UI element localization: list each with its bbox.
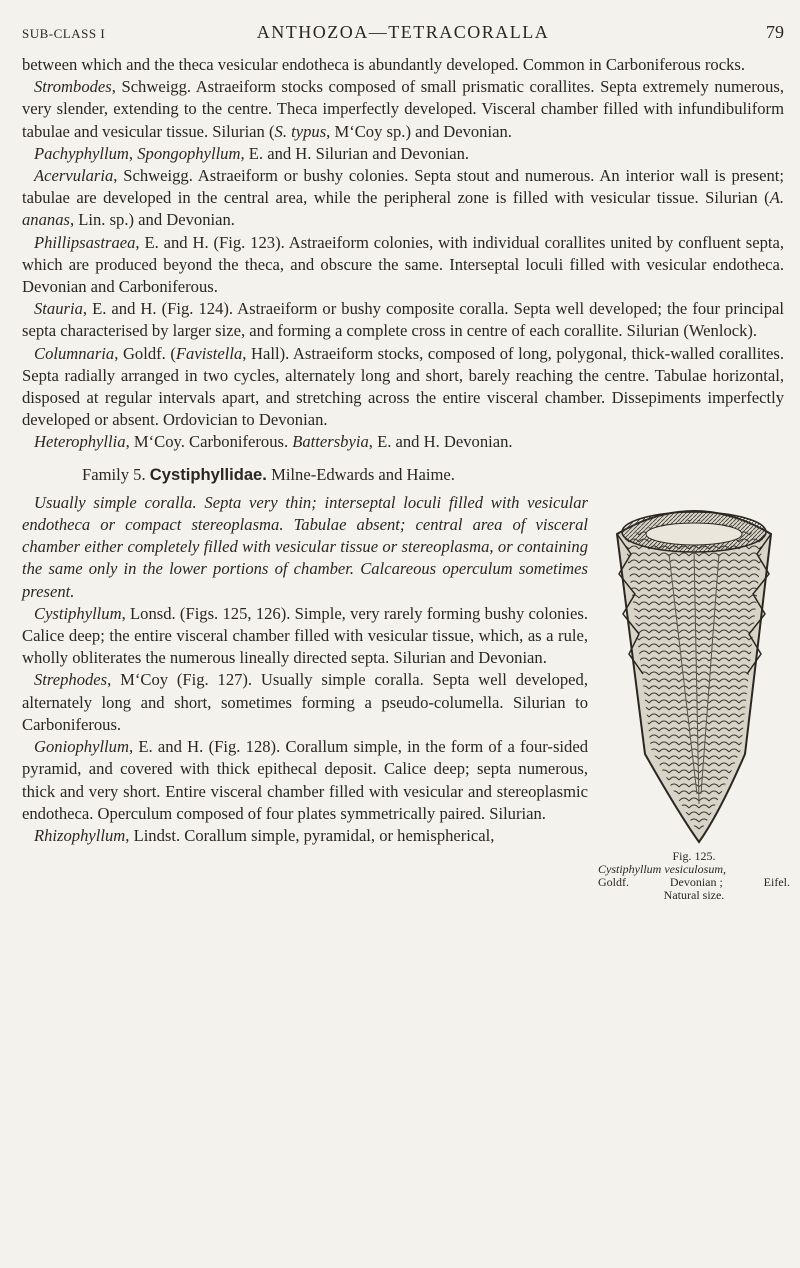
genus-name: Phillipsastraea	[34, 232, 136, 252]
entry-stauria: Stauria, E. and H. (Fig. 124). Astraeiform or bushy composite coralla. Septa well developed; the four principal septa characterised by larger size, and forming a complete cross in centre of each corallite. Silurian (Wenlock).	[22, 299, 784, 341]
entry-goniophyllum: Goniophyllum, E. and H. (Fig. 128). Corallum simple, in the form of a four-sided pyramid, and covered with thick epithecal deposit. Calice deep; septa numerous, thick and very short. Entire visceral chamber filled with vesicular and stereoplasmic endotheca. Operculum composed of four plates symmetrically paired. Silurian.	[22, 737, 588, 823]
figure-scale: Natural size.	[663, 887, 725, 902]
coral-illustration	[609, 494, 779, 844]
species-name: S. typus	[274, 121, 327, 141]
entry-rhizophyllum: Rhizophyllum, Lindst. Corallum simple, pyramidal, or hemispherical,	[34, 825, 495, 845]
entry-heterophyllia: Heterophyllia, M‘Coy. Carboniferous. Battersbyia, E. and H. Devonian.	[34, 432, 513, 452]
genus-name: Strombodes	[34, 77, 112, 97]
entry-pachyphyllum: Pachyphyllum, Spongophyllum, E. and H. Silurian and Devonian.	[34, 143, 470, 163]
entry-strombodes: Strombodes, Schweigg. Astraeiform stocks composed of small prismatic corallites. Septa extremely numerous, very slender, extending to the centre. Theca imperfectly developed. Visceral chamber filled with infundibuliform tabulae and vesicular tissue. Silurian (S. typus, M‘Coy sp.) and Devonian.	[22, 77, 784, 141]
family-diagnosis: Usually simple coralla. Septa very thin; interseptal loculi filled with vesicular endotheca or compact stereoplasma. Tabulae absent; central area of visceral chamber either completely filled with vesicular tissue or stereoplasma, or containing the same only in the lower portions of chamber. Calcareous operculum sometimes present.	[22, 492, 588, 601]
entry-cystiphyllum: Cystiphyllum, Lonsd. (Figs. 125, 126). Simple, very rarely forming bushy colonies. Calice deep; the entire visceral chamber filled with vesicular tissue, which, as a rule, wholly obliterates the numerous lineally directed septa. Silurian and Devonian.	[22, 603, 588, 668]
figure-species: Cystiphyllum vesiculosum,	[598, 861, 726, 876]
figure-caption: Fig. 125. Cystiphyllum vesiculosum, Goldf. Devonian ; Eifel. Natural size.	[598, 848, 790, 902]
entry-phillipsastraea: Phillipsastraea, E. and H. (Fig. 123). Astraeiform colonies, with individual corallites united by confluent septa, which are produced beyond the theca, and obscure the same. Interseptal loculi filled with vesicular endotheca. Devonian and Carboniferous.	[22, 232, 784, 297]
genus-name: Stauria	[34, 299, 83, 319]
species-name: A. ananas	[22, 188, 784, 230]
genus-name: Cystiphyllum	[34, 603, 122, 623]
paragraph-continuation: between which and the theca vesicular endotheca is abundantly developed. Common in Carboniferous rocks.	[22, 55, 745, 74]
genus-name: Goniophyllum	[34, 737, 129, 757]
genus-name: Acervularia	[34, 166, 114, 186]
genus-name: Columnaria	[34, 343, 115, 363]
figure-label: Fig. 125.	[672, 848, 716, 863]
body-text	[22, 54, 790, 914]
family-heading: Family 5. Cystiphyllidae. Milne-Edwards and Haime.	[82, 464, 455, 484]
entry-columnaria: Columnaria, Goldf. (Favistella, Hall). Astraeiform stocks, composed of long, polygonal, thick-walled corallites. Septa radially arranged in two cycles, alternately long and short, barely reaching the centre. Tabulae horizontal, disposed at regular intervals apart, and stretching across the entire visceral chamber. Dissepiments imperfectly developed or absent. Ordovician to Devonian.	[22, 343, 784, 430]
genus-name: Strephodes	[34, 670, 108, 690]
genus-name: Heterophyllia	[34, 432, 126, 452]
header-title: ANTHOZOA—TETRACORALLA	[256, 22, 550, 42]
family-name: Cystiphyllidae.	[149, 464, 267, 484]
entry-strephodes: Strephodes, M‘Coy (Fig. 127). Usually simple coralla. Septa well developed, alternately long and short, sometimes forming a pseudo-columella. Silurian to Carboniferous.	[22, 670, 588, 734]
genus-name: Battersbyia	[292, 432, 369, 452]
running-header	[22, 22, 784, 48]
header-subclass: SUB-CLASS I	[22, 26, 106, 41]
entry-acervularia: Acervularia, Schweigg. Astraeiform or bushy colonies. Septa stout and numerous. An interior wall is present; tabulae are developed in the central area, while the peripheral zone is filled with vesicular tissue. Silurian (A. ananas, Lin. sp.) and Devonian.	[22, 166, 784, 230]
figure-125	[598, 494, 790, 914]
genus-name: Spongophyllum	[137, 143, 241, 163]
page-number: 79	[766, 22, 784, 42]
synonym-name: Favistella	[175, 343, 243, 363]
genus-name: Pachyphyllum	[34, 143, 129, 163]
genus-name: Rhizophyllum	[34, 825, 126, 845]
